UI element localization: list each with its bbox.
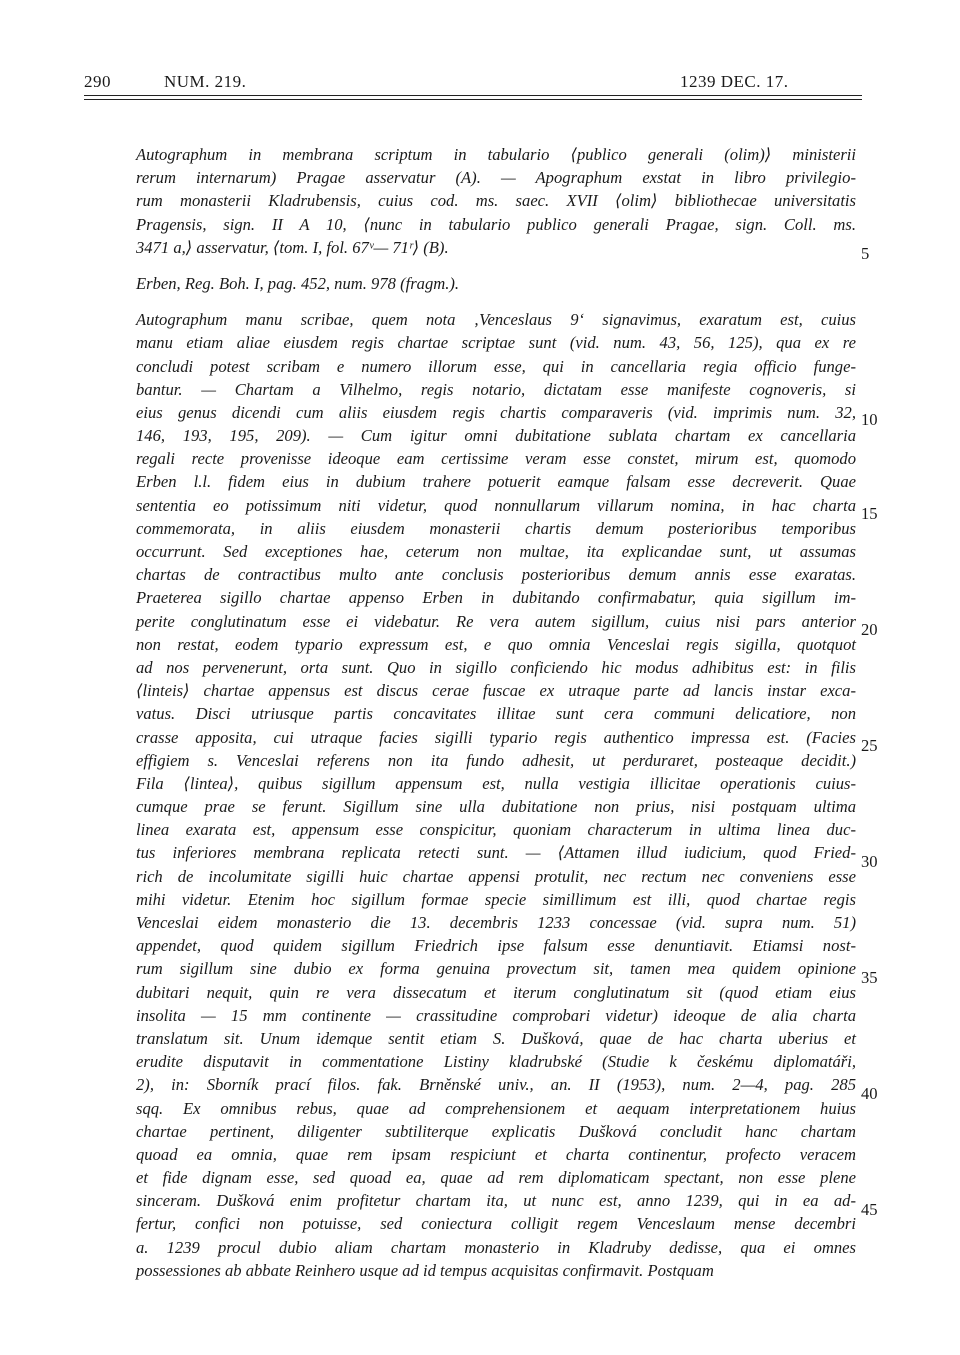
- text-line: effigiem s. Venceslai referens non ita fundo adhesit, ut perduraret, posteaque decidit.): [136, 750, 856, 770]
- text-line: Pragensis, sign. II A 10, ⟨nunc in tabulario publico generali Pragae, sign. Coll. ms.: [136, 214, 856, 234]
- text-line: linea exarata est, appensum esse conspicitur, quoniam characterum in ultima linea duc-: [136, 820, 856, 840]
- text-line: crasse apposita, cui utraque facies sigilli typario regis authentico impressa est. (Facies: [136, 727, 856, 747]
- text-line: Fila ⟨lintea⟩, quibus sigillum appensum est, nulla vestigia illicitae operationis cuius-: [136, 773, 856, 793]
- text-line: sqq. Ex omnibus rebus, quae ad comprehensionem et aequam interpretationem huius: [136, 1098, 856, 1118]
- document-date: 1239 DEC. 17.: [680, 72, 789, 91]
- text-line: perite conglutinatum esse ei videbatur. Re vera autem sigillum, cuius nisi pars anterior: [136, 611, 856, 631]
- text-line: 2), in: Sborník prací filos. fak. Brněnské univ., an. II (1953), num. 2—4, pag. 285: [136, 1075, 856, 1095]
- line-number: 45: [861, 1200, 878, 1219]
- text-line: mihi videtur. Etenim hoc sigillum formae specie simillimum est illi, quod chartae regis: [136, 889, 856, 909]
- line-number: 40: [861, 1084, 878, 1103]
- text-line: Autographum in membrana scriptum in tabulario ⟨publico generali (olim)⟩ ministerii: [136, 145, 856, 164]
- text-line: chartas de contractibus multo ante conclusis posterioribus demum annis esse exaratas.: [136, 565, 856, 585]
- text-line: rich de incolumitate sigilli huic chartae appensi protulit, nec rectum nec conveniens esse: [136, 866, 856, 886]
- text-line: appendet, quod quidem sigillum Friedrich ipse falsum esse denuntiavit. Etiamsi nost-: [136, 936, 856, 956]
- line-number: 30: [861, 852, 878, 871]
- text-line: translatum sit. Unum idemque sentit etiam S. Dušková, quae de hac charta uberius et: [136, 1028, 856, 1048]
- text-line: possessiones ab abbate Reinhero usque ad id tempus acquisitas confirmavit. Postquam: [136, 1260, 714, 1280]
- text-line: Venceslai eidem monasterio die 13. decembris 1233 concessae (vid. supra num. 51): [136, 913, 856, 932]
- text-line: regali recte provenisse ideoque eam certissime veram esse constet, mirum est, quomodo: [136, 449, 856, 469]
- page-number: 290: [84, 72, 111, 91]
- text-line: et fide dignam esse, sed quoad ea, quae ad rem diplomaticam spectant, non esse plene: [136, 1168, 856, 1188]
- text-line: Erben l.l. fidem eius in dubium trahere potuerit eamque falsam esse decreverit. Quae: [136, 472, 856, 492]
- line-number: 25: [861, 736, 878, 755]
- text-line: sententia eo potissimum niti videtur, quod nonnullarum villarum nomina, in hac charta: [136, 495, 856, 515]
- text-line: sinceram. Dušková enim profitetur chartam ita, ut nunc est, anno 1239, qui in ea ad-: [136, 1191, 856, 1211]
- line-number: 15: [861, 504, 878, 523]
- text-line: eius genus dicendi cum aliis eiusdem regis chartis comparaveris (vid. imprimis num. 32,: [136, 402, 856, 422]
- text-line: manu etiam aliae eiusdem regis chartae scriptae sunt (vid. num. 43, 56, 125), qua ex re: [136, 333, 856, 353]
- paragraph-gap: [136, 295, 856, 308]
- text-line: rum monasterii Kladrubensis, cuius cod. ms. saec. XVII ⟨olim⟩ bibliothecae universitatis: [136, 191, 856, 211]
- line-number: 10: [861, 410, 878, 429]
- text-line: quoad ea omnia, quae rem ipsam respiciunt et charta continentur, profecto veracem: [136, 1144, 856, 1164]
- header-rule-top: [84, 95, 862, 96]
- text-line: rerum internarum) Pragae asservatur (A). — Apographum exstat in libro privilegio-: [136, 168, 856, 188]
- text-line: 146, 193, 195, 209). — Cum igitur omni dubitatione sublata chartam ex cancellaria: [136, 426, 856, 446]
- text-line: a. 1239 procul dubio aliam chartam monasterio in Kladruby dedisse, qua ei omnes: [136, 1237, 856, 1257]
- text-line: bantur. — Chartam a Vilhelmo, regis notario, dictatam esse manifeste cognoveris, si: [136, 379, 856, 399]
- text-line: erudite disputavit in commentatione Listiny kladrubské (Studie k českému diplomatáři,: [136, 1052, 856, 1072]
- text-line: fertur, confici non potuisse, sed coniectura colligit regem Venceslaum mense decembri: [136, 1214, 856, 1234]
- text-line: tus inferiores membrana replicata retecti sunt. — ⟨Attamen illud iudicium, quod Fried-: [136, 843, 856, 863]
- line-number: 35: [861, 968, 878, 987]
- text-line: ⟨linteis⟩ chartae appensus est discus cerae fuscae ex utraque parte ad lancis instar exca-: [136, 681, 856, 701]
- text-line: ad nos pervenerunt, orta sunt. Quo in sigillo conficiendo hic modus adhibitus est: in filis: [136, 657, 856, 677]
- running-header: [84, 72, 862, 94]
- text-line: non restat, eodem typario expressum est, e quo omnia Venceslai regis sigilla, quotquot: [136, 634, 856, 654]
- paragraph-gap: [136, 259, 856, 272]
- text-line: commemorata, in aliis eiusdem monasterii chartis demum posterioribus temporibus: [136, 518, 856, 538]
- line-number: 5: [861, 244, 870, 263]
- text-line: chartae pertinent, diligenter subtiliterque explicatis Dušková concludit hanc chartam: [136, 1121, 856, 1141]
- text-line: concludi potest scribam e numero illorum esse, qui in cancellaria regia officio funge-: [136, 356, 856, 376]
- text-line: Praeterea sigillo chartae appenso Erben in dubitando confirmabatur, quia sigillum im-: [136, 588, 856, 608]
- text-line: Erben, Reg. Boh. I, pag. 452, num. 978 (fragm.).: [136, 273, 460, 293]
- text-line: 3471 a,⟩ asservatur, ⟨tom. I, fol. 67ᵛ— 71ʳ⟩ (B).: [136, 237, 449, 257]
- text-line: Autographum manu scribae, quem nota ‚Venceslaus 9‘ signavimus, exaratum est, cuius: [136, 310, 856, 330]
- header-rule-bottom: [84, 99, 862, 100]
- text-line: dubitari nequit, quin re vera dissecatum et iterum conglutinatum sit (quod etiam eius: [136, 982, 856, 1002]
- text-line: rum sigillum sine dubio ex forma genuina provectum sit, tamen mea quidem opinione: [136, 959, 856, 979]
- line-number: 20: [861, 620, 878, 639]
- commentary-text: [136, 143, 856, 1282]
- text-line: vatus. Disci utriusque partis concavitates illitae sunt cera communi delicatiore, non: [136, 704, 856, 724]
- text-line: occurrunt. Sed exceptiones hae, ceterum non multae, ita explicandae sunt, ut assumas: [136, 542, 856, 561]
- text-line: cumque prae se ferunt. Sigillum sine ulla dubitatione non prius, nisi postquam ultima: [136, 797, 856, 817]
- document-number: NUM. 219.: [164, 72, 247, 91]
- text-line: insolita — 15 mm continente — crassitudine comprobari videtur) ideoque de alia charta: [136, 1005, 856, 1025]
